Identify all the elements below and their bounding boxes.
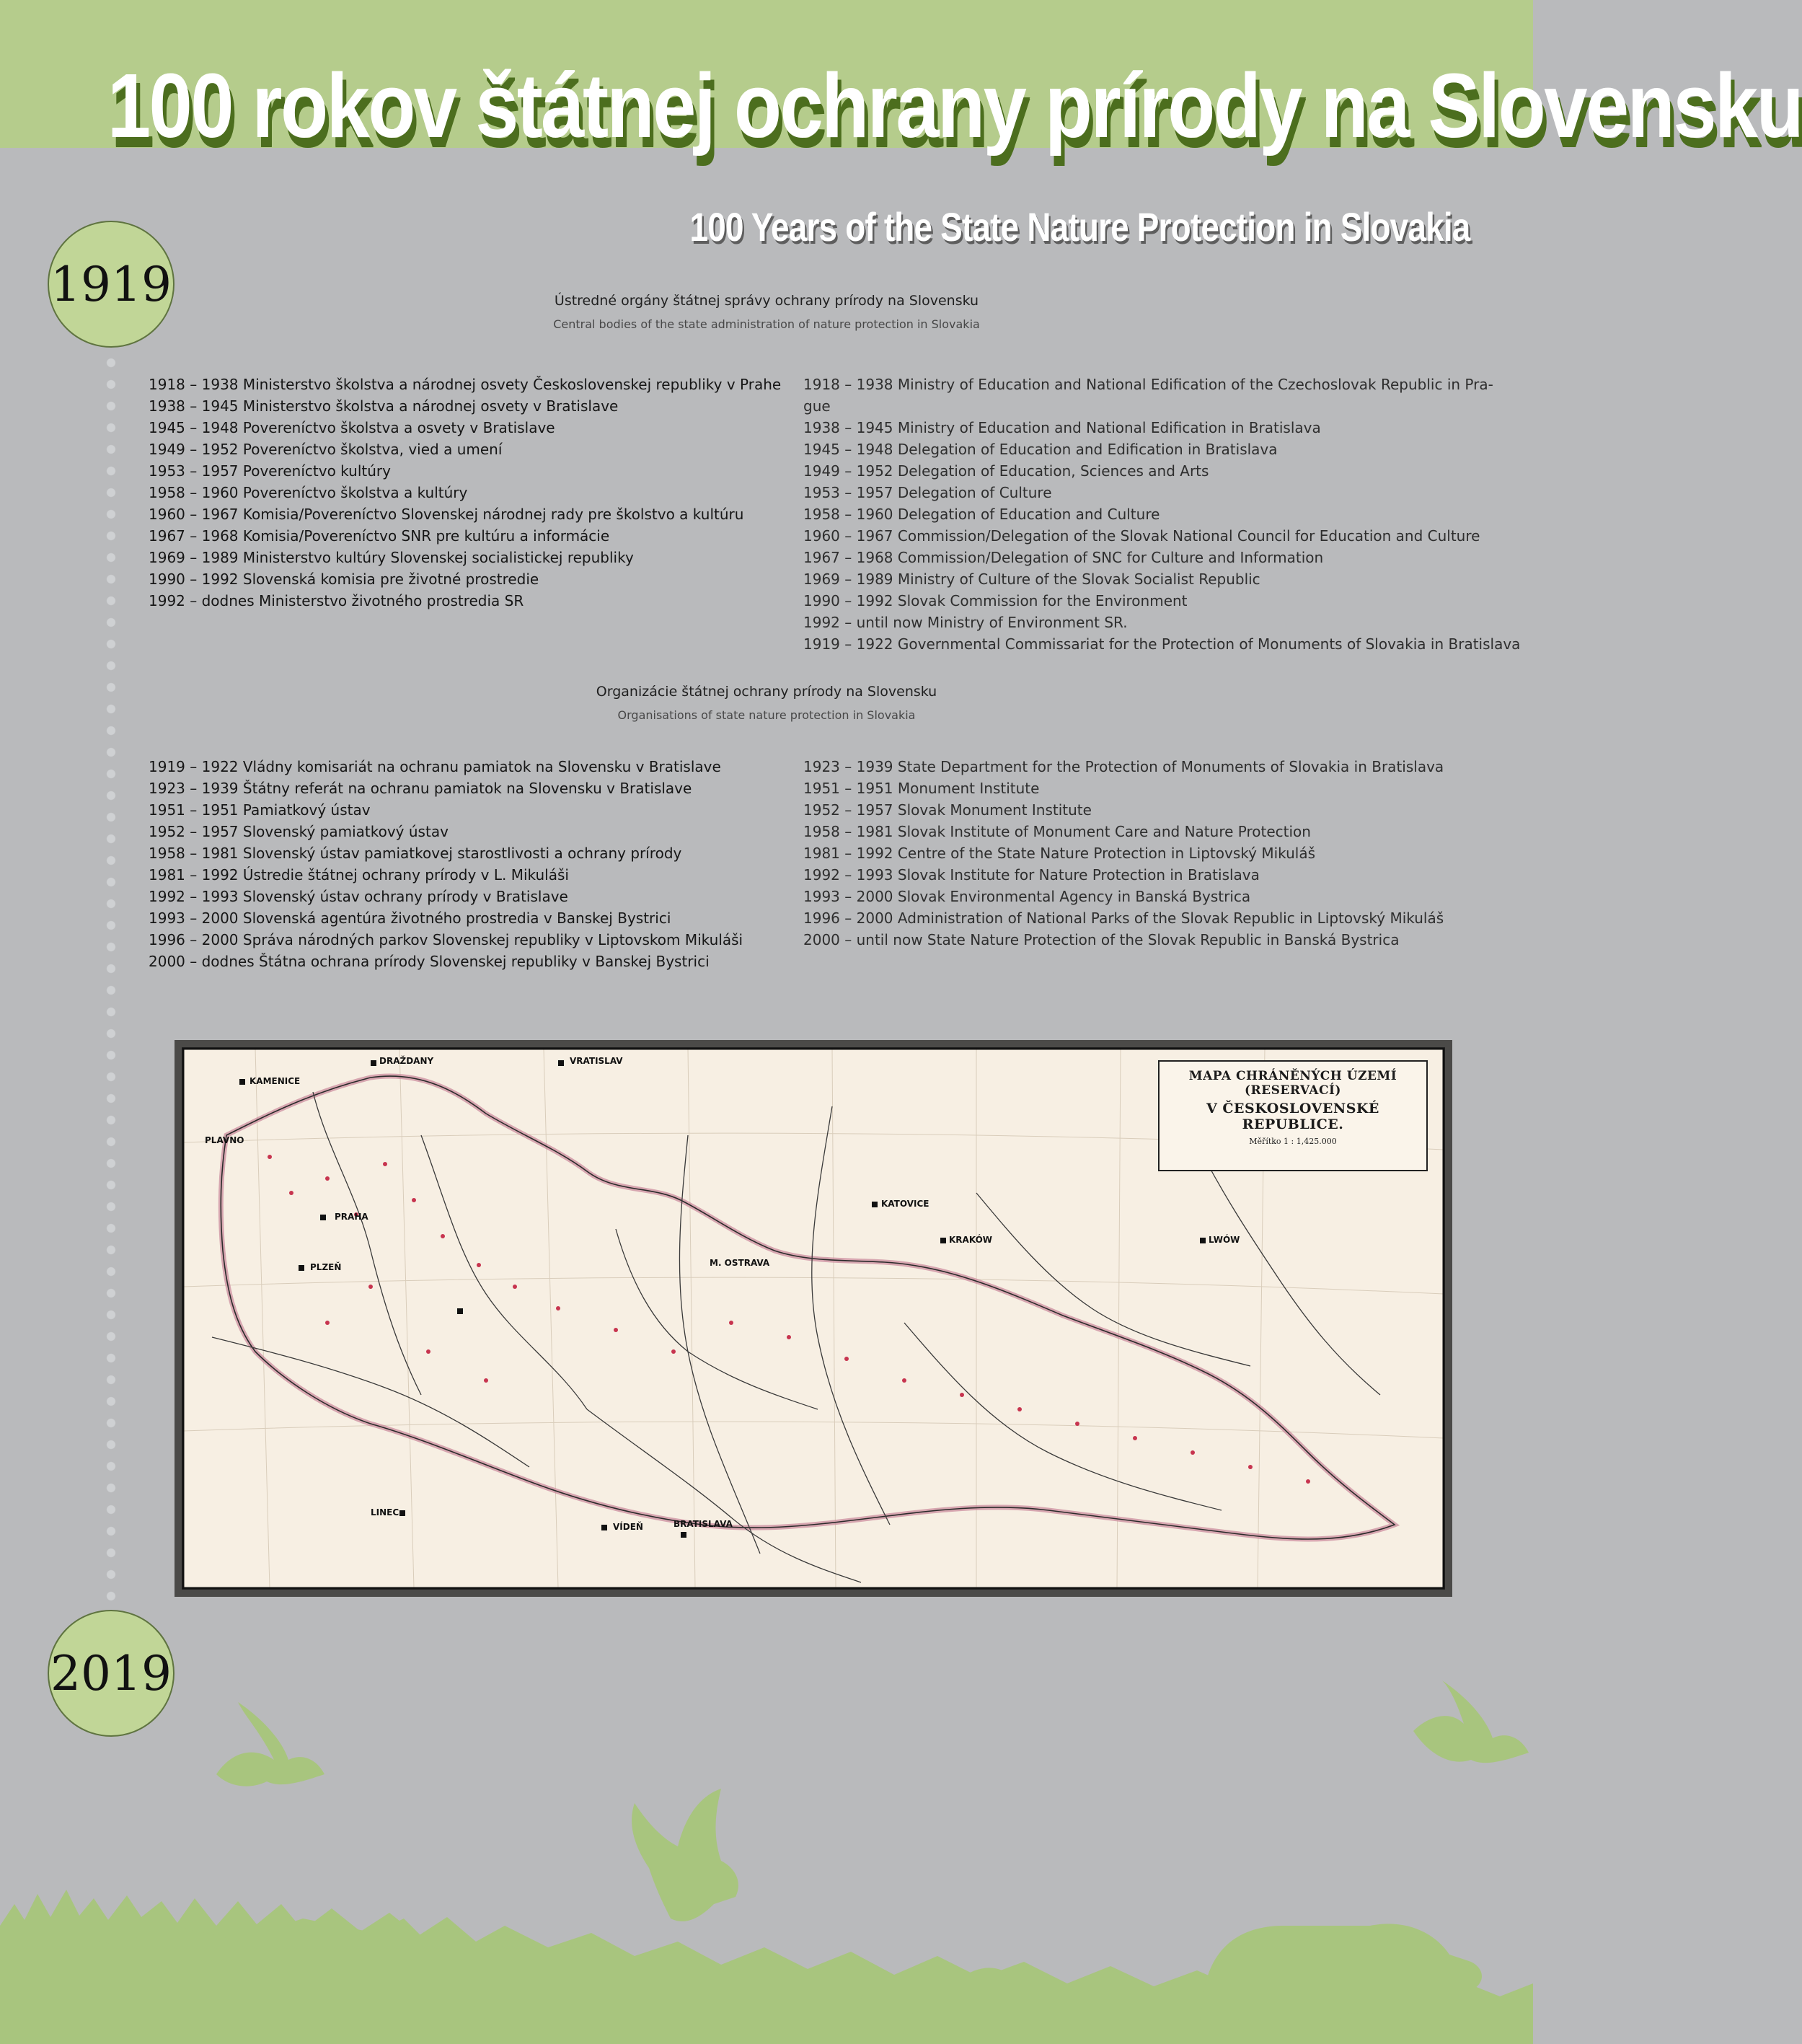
flying-bird-right [1413, 1680, 1529, 1763]
list-item: 1923 – 1939 State Department for the Protection of Monuments of Slovakia in Bratislava [803, 758, 1444, 775]
list-item: 1923 – 1939 Štátny referát na ochranu pamiatok na Slovensku v Bratislave [149, 780, 692, 797]
reserve-markers [268, 1155, 1310, 1484]
list-item: 1919 – 1922 Vládny komisariát na ochranu pamiatok na Slovensku v Bratislave [149, 758, 721, 775]
list-item: 1993 – 2000 Slovenská agentúra životného prostredia v Banskej Bystrici [149, 909, 671, 927]
list-item: 2000 – dodnes Štátna ochrana prírody Slovenskej republiky v Banskej Bystrici [149, 953, 710, 970]
list-item: 1981 – 1992 Ústredie štátnej ochrany prírody v L. Mikuláši [149, 866, 569, 884]
section2-english-list [803, 756, 1496, 951]
page-subtitle: 100 Years of the State Nature Protection in Slovakia [689, 204, 1470, 250]
list-item: 1960 – 1967 Commission/Delegation of the Slovak National Council for Education and Culture [803, 527, 1480, 545]
list-item: 1919 – 1922 Governmental Commissariat for the Protection of Monuments of Slovakia in Bratislava [803, 635, 1521, 653]
list-item: 1945 – 1948 Delegation of Education and Edification in Bratislava [803, 441, 1278, 458]
list-item: 1958 – 1960 Povereníctvo školstva a kultúry [149, 484, 468, 501]
list-item: 1952 – 1957 Slovak Monument Institute [803, 801, 1092, 819]
map-city-label: KRAKÓW [949, 1235, 993, 1245]
map-city-label: PRAHA [335, 1212, 368, 1222]
map-legend [1158, 1060, 1428, 1171]
list-item: 1992 – until now Ministry of Environment SR. [803, 614, 1128, 631]
map-city-label: VÍDEŇ [613, 1522, 643, 1532]
section1-english-list [803, 374, 1521, 655]
list-item: 1960 – 1967 Komisia/Povereníctvo Slovenskej národnej rady pre školstvo a kultúru [149, 506, 744, 523]
map-city-label: PLZEŇ [310, 1262, 342, 1272]
list-item: 1990 – 1992 Slovenská komisia pre životné prostredie [149, 571, 539, 588]
list-item: 1967 – 1968 Komisia/Povereníctvo SNR pre kultúru a informácie [149, 527, 610, 545]
map-city-label: PLAVNO [205, 1135, 244, 1145]
section2-heading: Organizácie štátnej ochrany prírody na Slovensku [596, 684, 937, 700]
map-city-label: LINEC [371, 1507, 399, 1517]
nature-silhouettes [0, 1688, 1533, 2044]
list-item: 1938 – 1945 Ministry of Education and National Edification in Bratislava [803, 419, 1321, 436]
historic-map [175, 1040, 1452, 1597]
eagle-silhouette [632, 1789, 738, 1921]
list-item: 1992 – 1993 Slovenský ústav ochrany prírody v Bratislave [149, 888, 568, 905]
map-city-label: M. OSTRAVA [710, 1258, 770, 1268]
list-item: 1949 – 1952 Povereníctvo školstva, vied a umení [149, 441, 503, 458]
section1-heading: Ústredné orgány štátnej správy ochrany prírody na Slovensku [554, 293, 979, 309]
map-sheet [182, 1047, 1445, 1590]
section1-subheading: Central bodies of the state administration of nature protection in Slovakia [553, 317, 980, 331]
map-city-label: BRATISLAVA [673, 1519, 733, 1529]
list-item: 1949 – 1952 Delegation of Education, Sciences and Arts [803, 462, 1209, 480]
list-item: 1918 – 1938 Ministry of Education and National Edification of the Czechoslovak Republic in Pra-gue [803, 376, 1493, 415]
list-item: 1951 – 1951 Pamiatkový ústav [149, 801, 371, 819]
list-item: 1945 – 1948 Povereníctvo školstva a osvety v Bratislave [149, 419, 555, 436]
list-item: 1996 – 2000 Administration of National Parks of the Slovak Republic in Liptovský Mikuláš [803, 909, 1444, 927]
section2-subheading: Organisations of state nature protection in Slovakia [617, 708, 916, 722]
list-item: 1969 – 1989 Ministerstvo kultúry Slovenskej socialistickej republiky [149, 549, 634, 566]
list-item: 1969 – 1989 Ministry of Culture of the Slovak Socialist Republic [803, 571, 1260, 588]
list-item: 1953 – 1957 Povereníctvo kultúry [149, 462, 391, 480]
map-city-label: DRAŽDANY [379, 1056, 434, 1066]
list-item: 1990 – 1992 Slovak Commission for the Environment [803, 592, 1188, 609]
list-item: 1996 – 2000 Správa národných parkov Slovenskej republiky v Liptovskom Mikuláši [149, 931, 743, 948]
list-item: 1993 – 2000 Slovak Environmental Agency in Banská Bystrica [803, 888, 1251, 905]
map-legend-title-2: V ČESKOSLOVENSKÉ REPUBLICE. [1206, 1101, 1379, 1132]
list-item: 1958 – 1981 Slovak Institute of Monument Care and Nature Protection [803, 823, 1311, 840]
list-item: 1958 – 1960 Delegation of Education and Culture [803, 506, 1160, 523]
flying-bird-left [216, 1702, 324, 1787]
page-title: 100 rokov štátnej ochrany prírody na Slovensku [107, 55, 1802, 157]
map-legend-title: MAPA CHRÁNĚNÝCH ÚZEMÍ (RESERVACÍ) [1188, 1069, 1397, 1098]
list-item: 1967 – 1968 Commission/Delegation of SNC for Culture and Information [803, 549, 1324, 566]
list-item: 1953 – 1957 Delegation of Culture [803, 484, 1052, 501]
list-item: 1992 – dodnes Ministerstvo životného prostredia SR [149, 592, 524, 609]
section2-slovak-list [149, 756, 790, 972]
list-item: 1951 – 1951 Monument Institute [803, 780, 1040, 797]
list-item: 1992 – 1993 Slovak Institute for Nature Protection in Bratislava [803, 866, 1260, 884]
list-item: 1952 – 1957 Slovenský pamiatkový ústav [149, 823, 449, 840]
list-item: 1918 – 1938 Ministerstvo školstva a národnej osvety Československej republiky v Prahe [149, 376, 782, 393]
list-item: 1958 – 1981 Slovenský ústav pamiatkovej starostlivosti a ochrany prírody [149, 845, 682, 862]
city-markers [239, 1060, 1206, 1538]
map-city-label: LWÓW [1209, 1235, 1240, 1245]
map-city-label: KATOVICE [881, 1199, 929, 1209]
list-item: 1938 – 1945 Ministerstvo školstva a národnej osvety v Bratislave [149, 397, 619, 415]
map-city-label: VRATISLAV [570, 1056, 623, 1066]
list-item: 2000 – until now State Nature Protection of the Slovak Republic in Banská Bystrica [803, 931, 1400, 948]
end-year-badge: 2019 [48, 1610, 175, 1737]
map-city-label: KAMENICE [249, 1076, 301, 1086]
section1-slovak-list [149, 374, 790, 612]
start-year-badge: 1919 [48, 221, 175, 348]
timeline-dotted-line [105, 352, 117, 1607]
list-item: 1981 – 1992 Centre of the State Nature Protection in Liptovský Mikuláš [803, 845, 1315, 862]
map-scale: Měřítko 1 : 1,425.000 [1249, 1137, 1337, 1146]
